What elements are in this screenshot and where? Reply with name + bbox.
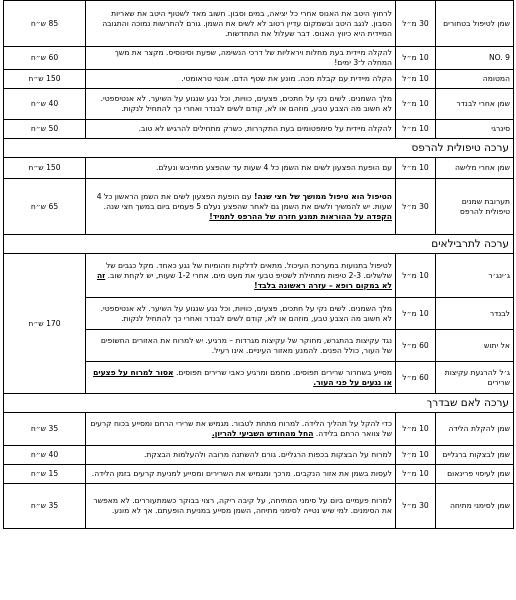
product-description xyxy=(86,179,396,235)
product-quantity: 10 מ״ל xyxy=(396,413,436,446)
product-description xyxy=(86,120,396,139)
product-quantity: 10 מ״ל xyxy=(396,158,436,179)
description-text: לעסות בשמן את אזור הנקבים. מרכך ומגמיש את השרירים ומסייע למניעת קרעים בזמן הלידה. xyxy=(91,469,392,478)
section-header-row xyxy=(4,235,514,254)
product-name: אל יתוש xyxy=(436,330,514,362)
product-price: 40 ש״ח xyxy=(4,89,86,120)
product-price: 170 ש״ח xyxy=(4,254,86,394)
product-quantity: 10 מ״ל xyxy=(396,465,436,484)
product-row xyxy=(4,465,514,484)
product-row xyxy=(4,47,514,70)
description-text: מסייע בשחרור שרירים תפוסים. מחמם ומרגיע כאבי שרירים תפוסים. xyxy=(173,367,392,377)
description-text: לרחוץ היטב את האנוס אחרי כל יציאה, במים וסבון. חשוב מאד לשטוף היטב את שאריות הסבון. לנגב היטב ובשמקום עדיין רטוב לא לשים את השמן. גורם להתרשות נמוכה והתגובה המיידית היא כיווץ האנוס. דבר שעלול את התחדשות. xyxy=(102,8,392,38)
product-price: 85 ש״ח xyxy=(4,1,86,47)
description-text: להקלה מיידית על סימפטומים בעת התקררות, כשרק מתחילים להרגיש לא טוב. xyxy=(138,124,392,133)
product-row xyxy=(4,254,514,298)
product-quantity: 30 מ״ל xyxy=(396,179,436,235)
product-price: 60 ש״ח xyxy=(4,47,86,70)
product-quantity: 10 מ״ל xyxy=(396,70,436,89)
product-row xyxy=(4,1,514,47)
product-quantity: 10 מ״ל xyxy=(396,298,436,330)
product-quantity: 60 מ״ל xyxy=(396,330,436,362)
description-text: לטיפול בתנועות במערכת העיכול. מתאים לדלקות וזהומיות של נגע כאחד. מקל כגבים של שלשלים. 2-3 טיפות מתחילת לשטיפ טבעי את מעט מים. אחרי 1-2 שעות, יש לקחת שוב. xyxy=(105,260,392,280)
product-row xyxy=(4,158,514,179)
product-price: 15 ש״ח xyxy=(4,465,86,484)
product-price: 35 ש״ח xyxy=(4,413,86,446)
description-text: הקפדה על ההוראות תמנע חזרה של ההרפס לתמיד! xyxy=(209,211,392,221)
description-text: הטיפול הוא טיפול ממושך של חצי שנה! xyxy=(254,191,392,201)
description-text: נגד עקיצות בהתגרש, מחוקר של עקיצות מגרדות – מרגיע. יש למרוח את האזורים החשופים של העור, כולל הפנים. להמנע מאזור העיניים. אינו רעיל. xyxy=(100,335,392,355)
section-header-row xyxy=(4,394,514,413)
products-table xyxy=(3,0,514,529)
product-name: ג׳ינג׳ר xyxy=(436,254,514,298)
product-quantity: 30 מ״ל xyxy=(396,1,436,47)
description-text: זה לא במקום רופא – עזרה ראשונה בלבד! xyxy=(96,270,392,290)
description-text: עם הופעת הפצעון לשים את השמן הראשון כל 4 שעות. יש להמשיך ולשים את השמן גם לאחר שהפצע נעלם 5 פעמים ביום במשך חצי שנה. xyxy=(96,191,392,211)
product-quantity: 60 מ״ל xyxy=(396,362,436,394)
section-price-cell xyxy=(4,235,86,254)
product-name: שמן אחרי מלישה xyxy=(436,158,514,179)
product-row xyxy=(4,179,514,235)
product-name: תערובת שמנים טיפולית להרפס xyxy=(436,179,514,235)
product-row xyxy=(4,413,514,446)
product-description xyxy=(86,298,396,330)
product-name: שמן לעיסוי פרינאום xyxy=(436,465,514,484)
product-description xyxy=(86,158,396,179)
description-text: אסור למרוח על פצעים או נגעים על פני העור. xyxy=(93,367,392,387)
product-description xyxy=(86,362,396,394)
description-text: להקלה מיידית בעת מחלות ויראליות של דרכי הנשימה, שפעת וסינוסיס. מקצר את משך המחלה ל־3 ימים! xyxy=(114,48,392,67)
products-table-body xyxy=(4,1,514,529)
product-row xyxy=(4,120,514,139)
description-text: עם הופעת הפצעון לשים את השמן כל 4 שעות עד שהפצע מתייבש ונעלם. xyxy=(155,163,392,172)
description-text: מלך השמנים. לשים נקי על חתכים, פצעים, כוויות, וכל נגע שנגוע על השיער. לא אנטיספטי. לא חשוב מה הצבע טבע, מוזהם או לא, קודם לשים לבנדר ואחרי כך להתחיל לנקות. xyxy=(100,303,392,323)
product-description xyxy=(86,89,396,120)
section-title: ערכה טיפולית להרפס xyxy=(86,139,514,158)
section-title: ערכה לתרבילאים xyxy=(86,235,514,254)
description-text: מלך השמנים. לשים נקי על חתכים, פצעים, כוויות, וכל נגע שנגוע על השיער. לא אנטיספטי. לא חשוב מה הצבע טבע, מוזהם או לא, קודם לשים לבנדר ואחרי כך להתחיל לנקות. xyxy=(100,94,392,113)
product-row xyxy=(4,89,514,120)
product-name: סינרגי xyxy=(436,120,514,139)
description-text: החל מהחודש השביעי להריון. xyxy=(211,429,314,438)
product-description xyxy=(86,484,396,529)
section-price-cell xyxy=(4,139,86,158)
description-text: כדי להקל על תהליך הלידה. למרוח מתחת לטבור. מגמיש את שרירי הרחם ומסייע בכוח קרעים של צוואר הרחם בלידה. xyxy=(90,419,392,438)
product-quantity: 10 מ״ל xyxy=(396,47,436,70)
product-description xyxy=(86,70,396,89)
product-description xyxy=(86,446,396,465)
product-row xyxy=(4,70,514,89)
product-name: NO. 9 xyxy=(436,47,514,70)
product-price: 150 ש״ח xyxy=(4,70,86,89)
product-quantity: 10 מ״ל xyxy=(396,89,436,120)
product-description xyxy=(86,254,396,298)
product-description xyxy=(86,465,396,484)
product-quantity: 10 מ״ל xyxy=(396,446,436,465)
description-text: למרוח על הבצקות בכפות הרגליים. גורם להשתנה מרובה ולהעלמות הבצקת. xyxy=(144,450,392,459)
description-text: הקלה מיידית עם קבלת מכה. מונע את שטף הדם. אנטי טראומטי. xyxy=(181,74,392,83)
product-quantity: 10 מ״ל xyxy=(396,254,436,298)
product-name: שמן אחרי לבנדר xyxy=(436,89,514,120)
product-name: המטומה xyxy=(436,70,514,89)
section-price-cell xyxy=(4,394,86,413)
product-name: שמן לסימני מתיחה xyxy=(436,484,514,529)
product-name: לבנדר xyxy=(436,298,514,330)
product-description xyxy=(86,47,396,70)
product-description xyxy=(86,330,396,362)
section-title: ערכה לאם שבדרך xyxy=(86,394,514,413)
product-quantity: 30 מ״ל xyxy=(396,484,436,529)
product-price: 50 ש״ח xyxy=(4,120,86,139)
product-price: 65 ש״ח xyxy=(4,179,86,235)
product-description xyxy=(86,413,396,446)
product-quantity: 10 מ״ל xyxy=(396,120,436,139)
product-row xyxy=(4,446,514,465)
product-name: שמן לטיפול בטחורים xyxy=(436,1,514,47)
description-text: למרוח פעמיים ביום על סימני המתיחה, על קיבה ריקה, רצוי בבוקר כשמתעוררים. לא מאפשר את הסימנים. למי שיש נטייה לסימני מתיחה, השמן מסייע במניעת הופעתם. אך לא מונע. xyxy=(93,496,392,515)
product-price: 40 ש״ח xyxy=(4,446,86,465)
product-name: שמן להקלת הלידה xyxy=(436,413,514,446)
product-name: ג׳ל להרגעת עקיצות שרירים xyxy=(436,362,514,394)
product-description xyxy=(86,1,396,47)
product-price: 35 ש״ח xyxy=(4,484,86,529)
product-row xyxy=(4,484,514,529)
product-price: 150 ש״ח xyxy=(4,158,86,179)
section-header-row xyxy=(4,139,514,158)
product-name: שמן לבצקות ברגליים xyxy=(436,446,514,465)
